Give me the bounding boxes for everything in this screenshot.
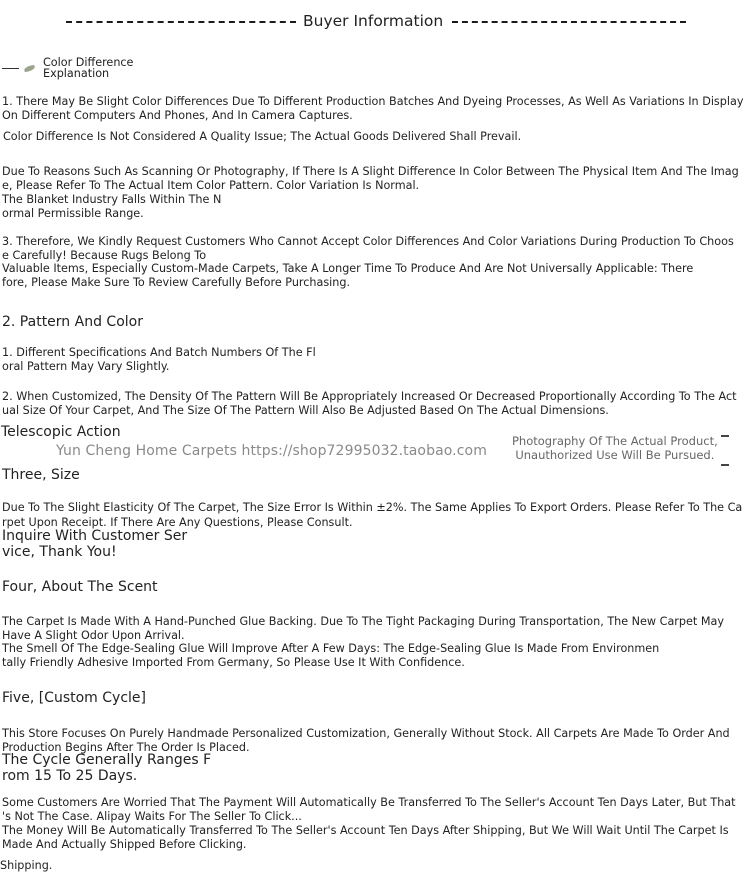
emphasis-line: The Cycle Generally Ranges F xyxy=(2,752,212,768)
page-title: Buyer Information xyxy=(300,12,446,30)
paragraph-line: 's Not The Case. Alipay Waits For The Seller To Click... xyxy=(2,810,302,823)
paragraph-line: e Carefully! Because Rugs Belong To xyxy=(2,249,207,262)
paragraph-line: Valuable Items, Especially Custom-Made Carpets, Take A Longer Time To Produce And Are Not Universally Applicable: There xyxy=(2,262,694,275)
paragraph-line: Some Customers Are Worried That The Payment Will Automatically Be Transferred To The Seller's Account Ten Days Later, But That xyxy=(2,796,736,809)
copyright-line: Photography Of The Actual Product, xyxy=(512,434,718,448)
paragraph-line: Production Begins After The Order Is Placed. xyxy=(2,741,250,754)
emphasis-line: Inquire With Customer Ser xyxy=(2,528,188,544)
paragraph-line: Due To Reasons Such As Scanning Or Photography, If There Is A Slight Difference In Color Between The Physical Item And The Imag xyxy=(2,165,739,178)
emphasis-line: vice, Thank You! xyxy=(2,544,117,560)
paragraph-line: Color Difference Is Not Considered A Quality Issue; The Actual Goods Delivered Shall Prevail. xyxy=(3,130,522,143)
paragraph-line: fore, Please Make Sure To Review Carefully Before Purchasing. xyxy=(2,276,351,289)
shop-watermark: Yun Cheng Home Carpets https://shop72995032.taobao.com xyxy=(56,443,487,459)
paragraph-line: ormal Permissible Range. xyxy=(2,207,144,220)
paragraph-line: tally Friendly Adhesive Imported From Germany, So Please Use It With Confidence. xyxy=(2,656,465,669)
paragraph-line: Have A Slight Odor Upon Arrival. xyxy=(2,629,185,642)
paragraph-line: e, Please Refer To The Actual Item Color Pattern. Color Variation Is Normal. xyxy=(2,179,420,192)
section-heading: Five, [Custom Cycle] xyxy=(2,690,146,706)
paragraph-line: The Carpet Is Made With A Hand-Punched Glue Backing. Due To The Tight Packaging During Transportation, The New Carpet May xyxy=(2,615,724,628)
emphasis-line: rom 15 To 25 Days. xyxy=(2,768,138,784)
section-heading: Four, About The Scent xyxy=(2,579,158,595)
paragraph-line: ual Size Of Your Carpet, And The Size Of The Pattern Will Also Be Adjusted Based On The Actual Dimensions. xyxy=(2,404,609,417)
paragraph-line: The Money Will Be Automatically Transferred To The Seller's Account Ten Days After Shipping, But We Will Wait Until The Carpet Is xyxy=(2,824,729,837)
paragraph-line: 2. When Customized, The Density Of The Pattern Will Be Appropriately Increased Or Decreased Proportionally According To The Act xyxy=(2,390,737,403)
paragraph-line: Made And Actually Shipped Before Clicking. xyxy=(2,838,247,851)
paragraph-line: On Different Computers And Phones, And In Camera Captures. xyxy=(2,109,353,122)
caption: Telescopic Action xyxy=(1,424,121,440)
paragraph-line: rpet Upon Receipt. If There Are Any Questions, Please Consult. xyxy=(2,516,353,529)
header-divider-left xyxy=(66,21,296,23)
corner-mark xyxy=(721,435,729,437)
copyright-line: Unauthorized Use Will Be Pursued. xyxy=(515,448,715,462)
section-heading: Three, Size xyxy=(2,467,80,483)
corner-mark xyxy=(721,464,729,466)
paragraph-line: 1. Different Specifications And Batch Numbers Of The Fl xyxy=(2,346,316,359)
paragraph-line: The Smell Of The Edge-Sealing Glue Will Improve After A Few Days: The Edge-Sealing Glue Is Made From Environmen xyxy=(2,642,660,655)
paragraph-line: oral Pattern May Vary Slightly. xyxy=(2,360,170,373)
paragraph-line: Shipping. xyxy=(0,859,53,872)
paragraph-line: The Blanket Industry Falls Within The N xyxy=(2,193,222,206)
section-heading: 2. Pattern And Color xyxy=(2,314,143,330)
section-label: Explanation xyxy=(43,67,110,80)
paragraph-line: 1. There May Be Slight Color Differences Due To Different Production Batches And Dyeing Processes, As Well As Variations In Display xyxy=(2,95,744,108)
section-label: Color Difference xyxy=(43,56,134,69)
paragraph-line: 3. Therefore, We Kindly Request Customers Who Cannot Accept Color Differences And Color Variations During Production To Choos xyxy=(2,235,734,248)
header-divider-right xyxy=(452,21,686,23)
paragraph-line: This Store Focuses On Purely Handmade Personalized Customization, Generally Without Stock. All Carpets Are Made To Order And xyxy=(2,727,730,740)
leaf-icon xyxy=(2,63,38,75)
paragraph-line: Due To The Slight Elasticity Of The Carpet, The Size Error Is Within ±2%. The Same Applies To Export Orders. Please Refer To The Ca xyxy=(2,501,743,514)
copyright-note xyxy=(512,434,718,462)
